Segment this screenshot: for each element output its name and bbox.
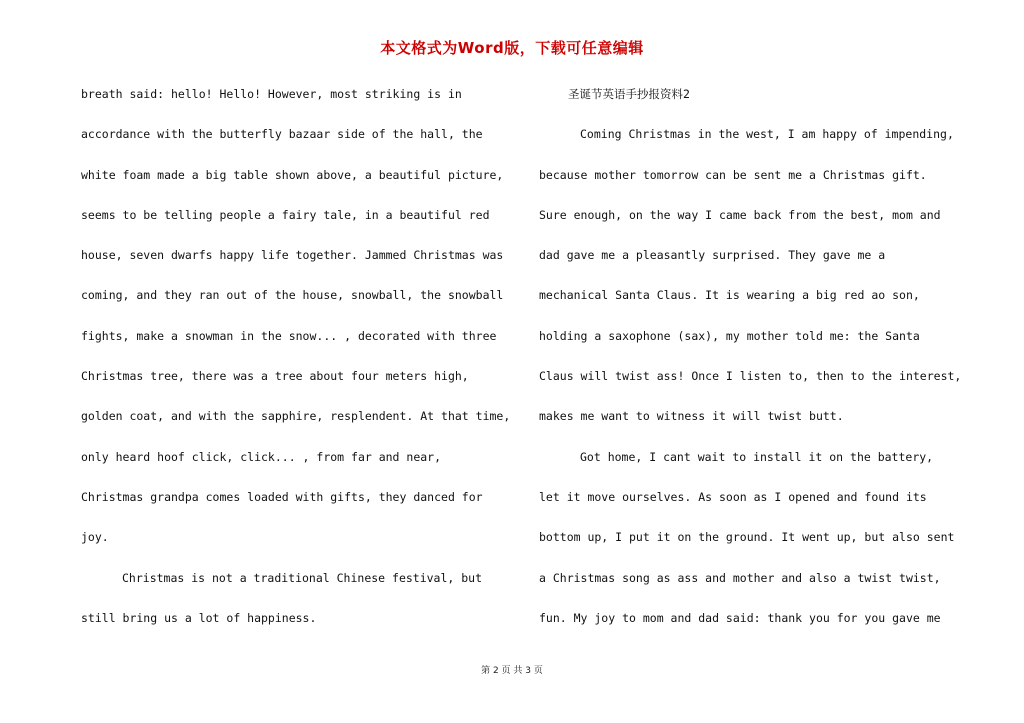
paragraph-line: mechanical Santa Claus. It is wearing a big red ao son, (539, 288, 920, 303)
paragraph-line: still bring us a lot of happiness. (81, 610, 317, 625)
paragraph-line: house, seven dwarfs happy life together. Jammed Christmas was (81, 248, 504, 263)
paragraph-line: only heard hoof click, click... , from far and near, (81, 449, 442, 464)
paragraph-line: bottom up, I put it on the ground. It went up, but also sent (539, 530, 955, 545)
paragraph-line: Coming Christmas in the west, I am happy of impending, (580, 127, 954, 142)
paragraph-line: fights, make a snowman in the snow... , decorated with three (81, 328, 497, 343)
paragraph-line: let it move ourselves. As soon as I opened and found its (539, 489, 927, 504)
paragraph-line: Christmas is not a traditional Chinese festival, but (122, 570, 483, 585)
right-text-column (539, 84, 979, 648)
paragraph-line: white foam made a big table shown above, a beautiful picture, (81, 167, 504, 182)
paragraph-line: Sure enough, on the way I came back from the best, mom and (539, 207, 941, 222)
paragraph-line: seems to be telling people a fairy tale, in a beautiful red (81, 207, 490, 222)
paragraph-line: joy. (81, 530, 109, 545)
paragraph-line: Claus will twist ass! Once I listen to, then to the interest, (539, 369, 962, 384)
paragraph-line: breath said: hello! Hello! However, most striking is in (81, 87, 462, 101)
paragraph-line: Got home, I cant wait to install it on the battery, (580, 449, 934, 464)
section-title: 圣诞节英语手抄报资料2 (568, 87, 690, 101)
paragraph-line: a Christmas song as ass and mother and also a twist twist, (539, 570, 941, 585)
page-number-footer: 第 2 页 共 3 页 (481, 666, 543, 676)
paragraph-line: Christmas tree, there was a tree about four meters high, (81, 369, 469, 384)
left-text-column (81, 84, 521, 648)
paragraph-line: because mother tomorrow can be sent me a Christmas gift. (539, 167, 927, 182)
paragraph-line: golden coat, and with the sapphire, resplendent. At that time, (81, 409, 511, 424)
paragraph-line: Christmas grandpa comes loaded with gifts, they danced for (81, 489, 483, 504)
paragraph-line: accordance with the butterfly bazaar side of the hall, the (81, 127, 483, 142)
paragraph-line: dad gave me a pleasantly surprised. They gave me a (539, 248, 886, 263)
paragraph-line: makes me want to witness it will twist butt. (539, 409, 844, 424)
paragraph-line: fun. My joy to mom and dad said: thank you for you gave me (539, 610, 941, 625)
paragraph-line: coming, and they ran out of the house, snowball, the snowball (81, 288, 504, 303)
paragraph-line: holding a saxophone (sax), my mother told me: the Santa (539, 328, 920, 343)
document-header-banner: 本文格式为Word版，下载可任意编辑 (380, 39, 644, 57)
